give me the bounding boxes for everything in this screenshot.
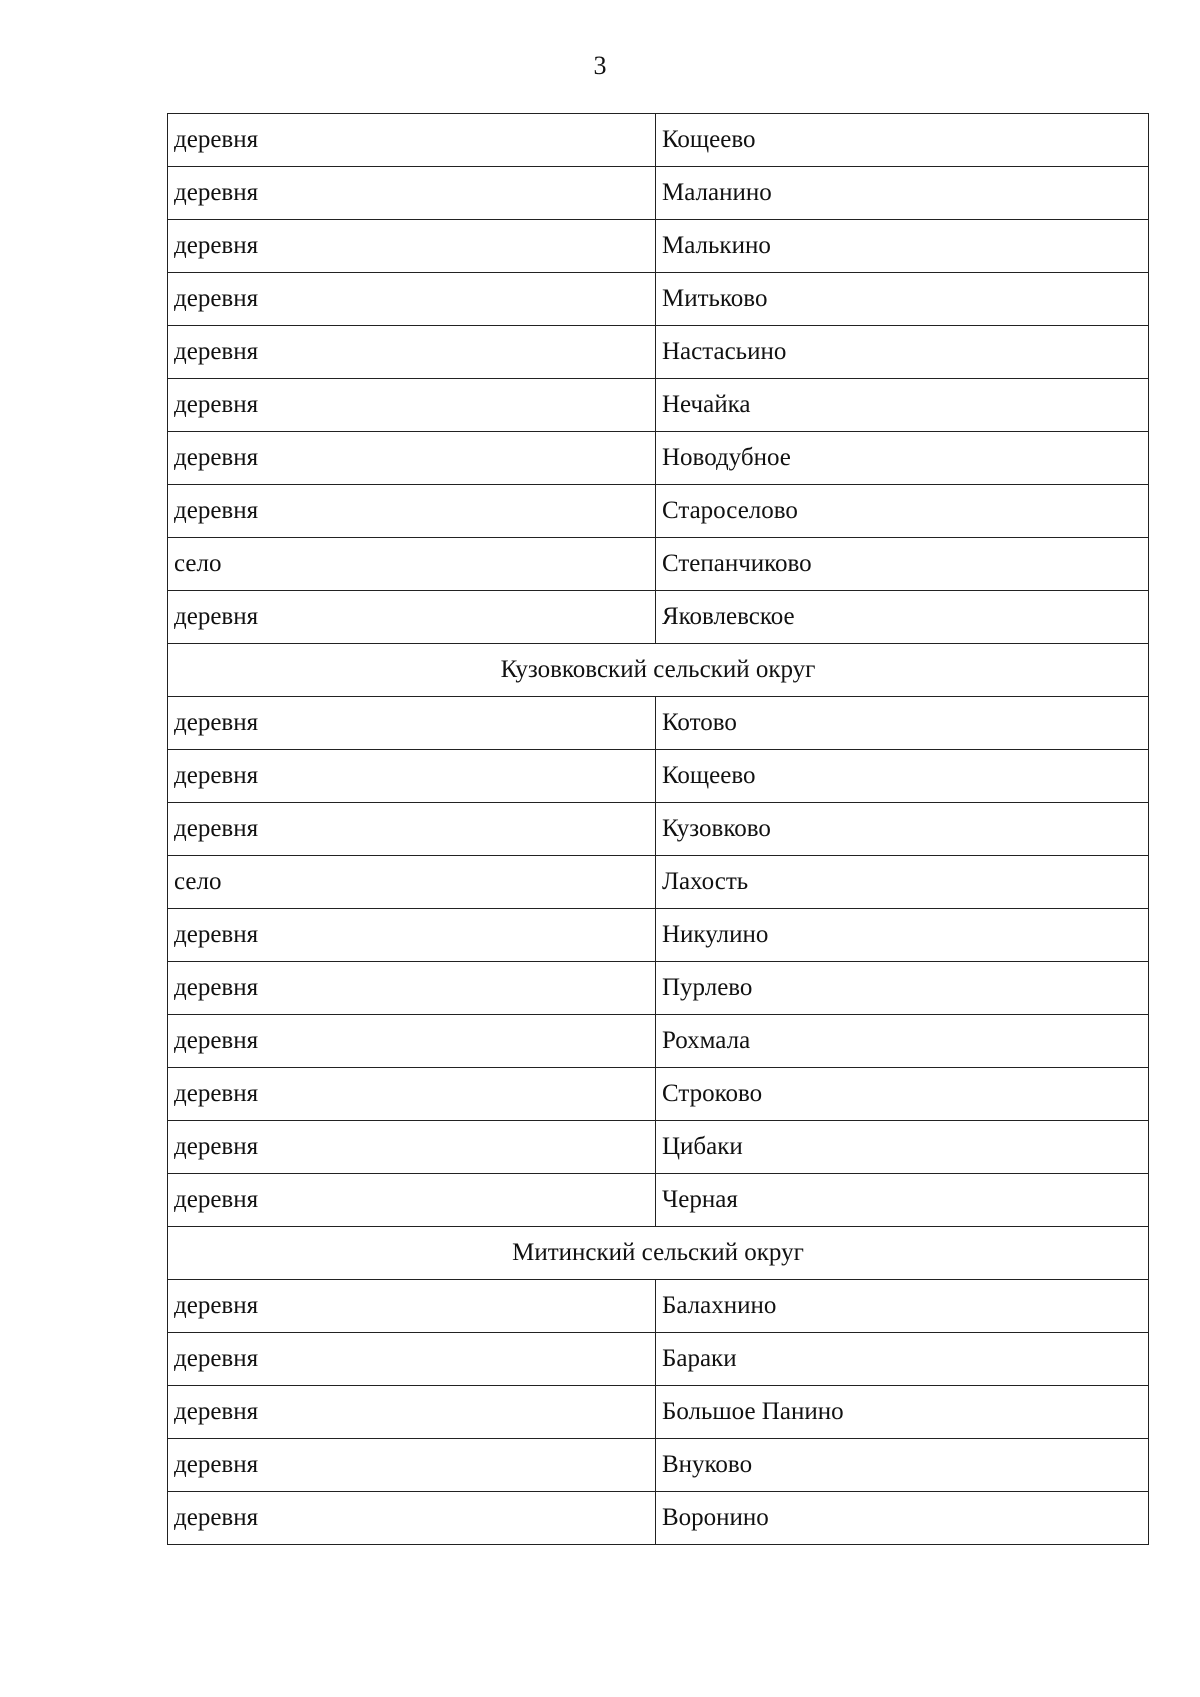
- section-header-row: [168, 644, 1149, 697]
- table-row: [168, 114, 1149, 167]
- settlement-type-cell: деревня: [168, 1386, 656, 1439]
- table-row: [168, 697, 1149, 750]
- table-row: [168, 1174, 1149, 1227]
- table-row: [168, 220, 1149, 273]
- table-row: [168, 803, 1149, 856]
- table-row: [168, 1068, 1149, 1121]
- settlement-type-cell: деревня: [168, 1121, 656, 1174]
- settlements-table: [167, 113, 1149, 1545]
- settlement-type-cell: деревня: [168, 1333, 656, 1386]
- table-row: [168, 326, 1149, 379]
- settlement-name-cell: Кощеево: [656, 114, 1149, 167]
- settlement-type-cell: деревня: [168, 485, 656, 538]
- settlement-type-cell: деревня: [168, 379, 656, 432]
- settlement-name-cell: Большое Панино: [656, 1386, 1149, 1439]
- settlement-name-cell: Воронино: [656, 1492, 1149, 1545]
- settlement-name-cell: Нечайка: [656, 379, 1149, 432]
- table-row: [168, 1439, 1149, 1492]
- section-header-row: [168, 1227, 1149, 1280]
- settlement-type-cell: деревня: [168, 167, 656, 220]
- table-row: [168, 962, 1149, 1015]
- settlement-type-cell: деревня: [168, 697, 656, 750]
- settlement-name-cell: Новодубное: [656, 432, 1149, 485]
- settlement-name-cell: Маланино: [656, 167, 1149, 220]
- settlement-name-cell: Черная: [656, 1174, 1149, 1227]
- settlement-name-cell: Яковлевское: [656, 591, 1149, 644]
- settlement-type-cell: деревня: [168, 1174, 656, 1227]
- section-title: Кузовковский сельский округ: [168, 644, 1149, 697]
- settlement-type-cell: деревня: [168, 220, 656, 273]
- table-row: [168, 856, 1149, 909]
- settlement-type-cell: село: [168, 538, 656, 591]
- settlement-type-cell: деревня: [168, 1492, 656, 1545]
- settlement-type-cell: деревня: [168, 1068, 656, 1121]
- table-row: [168, 273, 1149, 326]
- table-row: [168, 591, 1149, 644]
- settlement-type-cell: село: [168, 856, 656, 909]
- table-row: [168, 750, 1149, 803]
- settlement-type-cell: деревня: [168, 909, 656, 962]
- table-row: [168, 1386, 1149, 1439]
- settlement-name-cell: Балахнино: [656, 1280, 1149, 1333]
- settlement-type-cell: деревня: [168, 1280, 656, 1333]
- settlement-name-cell: Староселово: [656, 485, 1149, 538]
- table-row: [168, 432, 1149, 485]
- settlement-type-cell: деревня: [168, 1015, 656, 1068]
- settlement-type-cell: деревня: [168, 750, 656, 803]
- settlement-type-cell: деревня: [168, 114, 656, 167]
- settlement-type-cell: деревня: [168, 432, 656, 485]
- settlement-name-cell: Цибаки: [656, 1121, 1149, 1174]
- settlement-name-cell: Строково: [656, 1068, 1149, 1121]
- table-row: [168, 1015, 1149, 1068]
- settlement-type-cell: деревня: [168, 962, 656, 1015]
- settlement-name-cell: Пурлево: [656, 962, 1149, 1015]
- settlement-name-cell: Кощеево: [656, 750, 1149, 803]
- page-number: 3: [593, 51, 607, 80]
- table-row: [168, 1333, 1149, 1386]
- settlement-name-cell: Бараки: [656, 1333, 1149, 1386]
- settlement-name-cell: Лахость: [656, 856, 1149, 909]
- settlement-name-cell: Рохмала: [656, 1015, 1149, 1068]
- settlement-name-cell: Котово: [656, 697, 1149, 750]
- settlement-name-cell: Малькино: [656, 220, 1149, 273]
- table-row: [168, 379, 1149, 432]
- settlement-type-cell: деревня: [168, 1439, 656, 1492]
- settlement-name-cell: Митьково: [656, 273, 1149, 326]
- section-title: Митинский сельский округ: [168, 1227, 1149, 1280]
- settlement-name-cell: Кузовково: [656, 803, 1149, 856]
- settlement-type-cell: деревня: [168, 591, 656, 644]
- table-row: [168, 909, 1149, 962]
- settlement-name-cell: Внуково: [656, 1439, 1149, 1492]
- table-row: [168, 1492, 1149, 1545]
- settlement-name-cell: Степанчиково: [656, 538, 1149, 591]
- table-row: [168, 167, 1149, 220]
- settlement-name-cell: Настасьино: [656, 326, 1149, 379]
- settlement-name-cell: Никулино: [656, 909, 1149, 962]
- table-row: [168, 538, 1149, 591]
- table-row: [168, 485, 1149, 538]
- table-row: [168, 1280, 1149, 1333]
- settlement-type-cell: деревня: [168, 326, 656, 379]
- settlement-type-cell: деревня: [168, 273, 656, 326]
- settlement-type-cell: деревня: [168, 803, 656, 856]
- table-row: [168, 1121, 1149, 1174]
